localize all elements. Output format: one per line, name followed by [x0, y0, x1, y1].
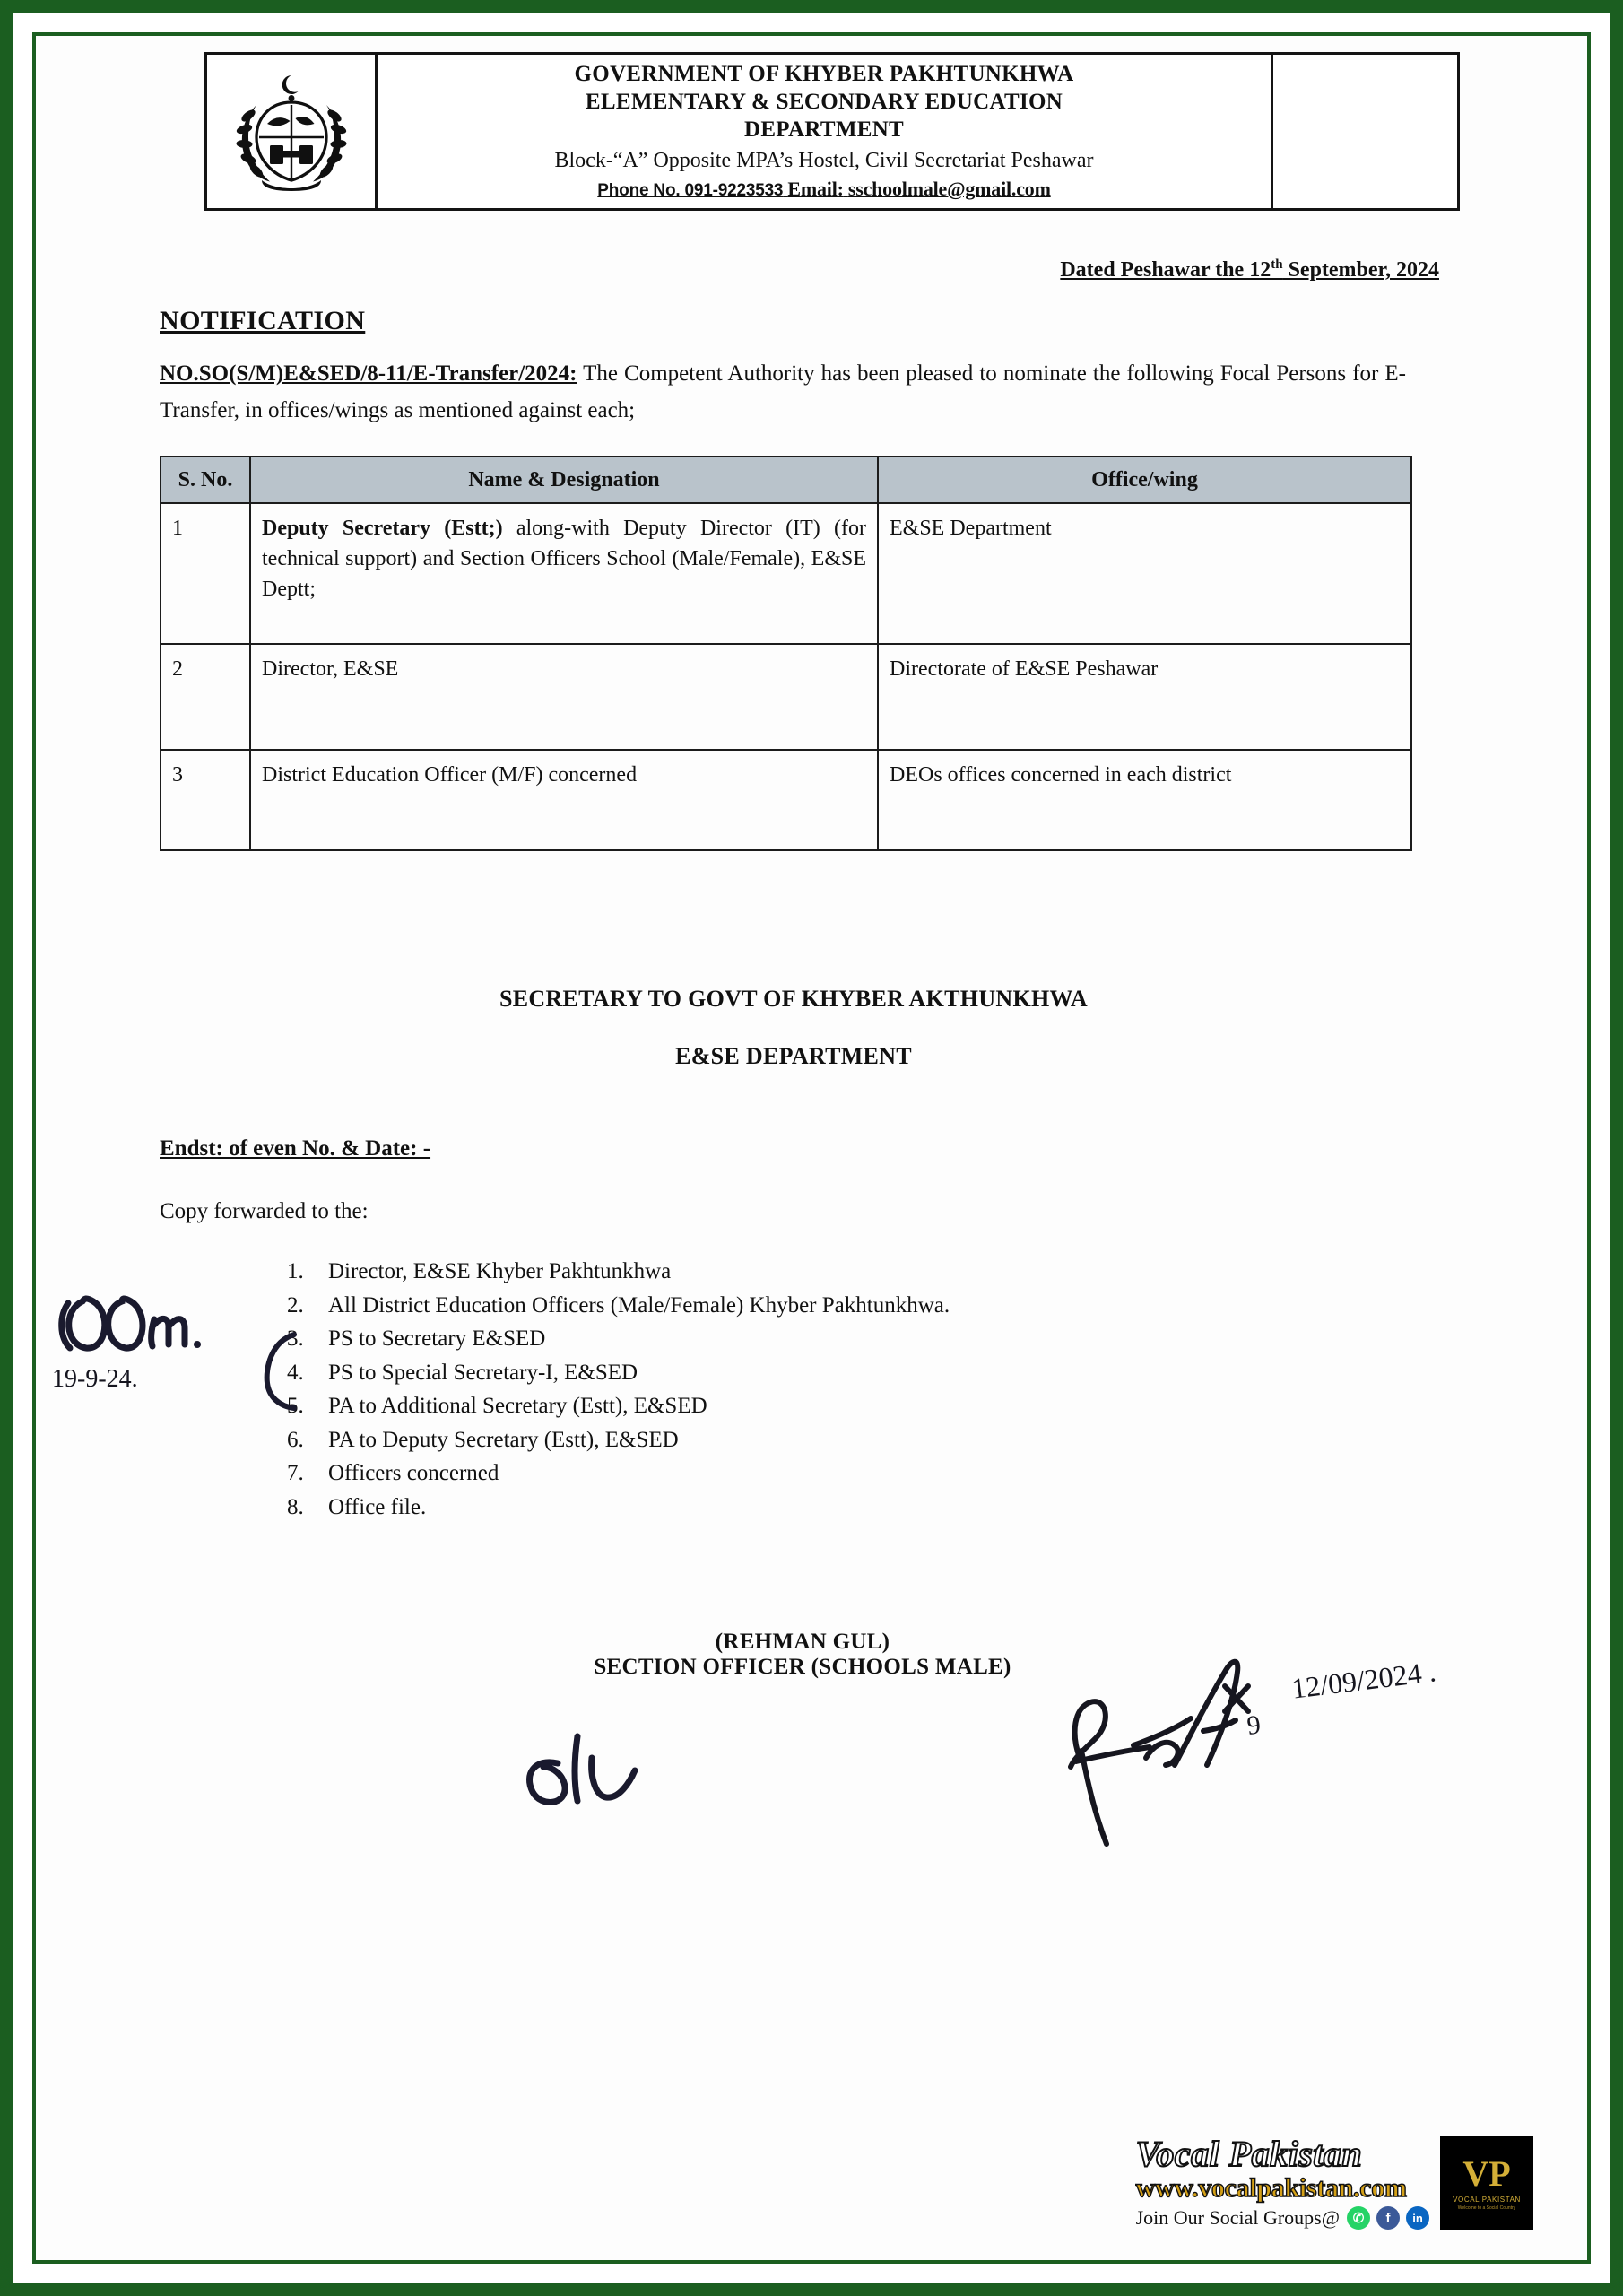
- watermark-text-group: [1136, 2135, 1435, 2231]
- list-item-number: 7.: [287, 1461, 304, 1486]
- list-item: [287, 1322, 1488, 1356]
- list-item-number: 1.: [287, 1259, 304, 1284]
- endorsement-heading: Endst: of even No. & Date: -: [160, 1136, 431, 1161]
- list-item-number: 2.: [287, 1292, 304, 1318]
- watermark-url[interactable]: www.vocalpakistan.com: [1135, 2172, 1407, 2203]
- list-item: [287, 1423, 1488, 1457]
- list-item-number: 8.: [287, 1494, 304, 1519]
- letterhead-blank-cell: [1271, 55, 1457, 208]
- column-header-office-wing: Office/wing: [878, 457, 1411, 503]
- email-label: Email:: [787, 178, 844, 201]
- cell-name-designation: [250, 503, 878, 644]
- footer-watermark: [1136, 2135, 1533, 2231]
- notification-paragraph: [160, 356, 1406, 429]
- cell-serial: 1: [161, 503, 250, 644]
- watermark-join-row: [1136, 2206, 1429, 2230]
- focal-persons-table: [160, 456, 1412, 851]
- social-icons-group: [1347, 2206, 1429, 2230]
- cell-office-wing: E&SE Department: [878, 503, 1411, 644]
- linkedin-icon[interactable]: in: [1406, 2206, 1429, 2230]
- list-item-label: Officers concerned: [328, 1461, 499, 1486]
- crest-cell: [207, 55, 378, 208]
- list-item-label: PS to Special Secretary-I, E&SED: [328, 1360, 638, 1385]
- pakistan-state-emblem-icon: [224, 65, 359, 199]
- list-item-label: PA to Additional Secretary (Estt), E&SED: [328, 1394, 707, 1419]
- date-line: [152, 257, 1439, 283]
- email-address: sschoolmale@gmail.com: [847, 178, 1051, 201]
- department-title-line: ELEMENTARY & SECONDARY EDUCATION: [585, 90, 1063, 114]
- list-item: [287, 1389, 1488, 1423]
- column-header-serial: S. No.: [161, 457, 250, 503]
- list-item: [287, 1491, 1488, 1525]
- secretary-signature-block: [152, 986, 1435, 1070]
- svg-text:9: 9: [1245, 1709, 1263, 1741]
- officer-name: (REHMAN GUL): [715, 1630, 890, 1655]
- secretary-title: SECRETARY TO GOVT OF KHYBER AKTHUNKHWA: [499, 986, 1089, 1013]
- letterhead-text: [378, 55, 1271, 208]
- list-item-label: All District Education Officers (Male/Female) Khyber Pakhtunkhwa.: [328, 1292, 950, 1318]
- department-word: DEPARTMENT: [743, 117, 905, 142]
- list-item-number: 5.: [287, 1394, 304, 1419]
- list-item-label: Director, E&SE Khyber Pakhtunkhwa: [328, 1259, 672, 1284]
- list-item: [287, 1356, 1488, 1390]
- letterhead-address: Block-“A” Opposite MPA’s Hostel, Civil Secretariat Peshawar: [554, 149, 1094, 172]
- list-item: [287, 1255, 1488, 1289]
- date-prefix: Dated Peshawar the 12: [1060, 258, 1271, 283]
- handwritten-bracket-icon: [258, 1329, 305, 1412]
- cell-serial: 3: [161, 750, 250, 850]
- watermark-join-label: Join Our Social Groups@: [1135, 2206, 1340, 2229]
- cell-name-rest: along-with Deputy Director (IT) (for technical support) and Section Officers School (Male/Female), E&SE Deptt;: [262, 517, 866, 602]
- cell-name-designation: District Education Officer (M/F) concerned: [250, 750, 878, 850]
- cell-serial: 2: [161, 644, 250, 750]
- list-item-label: PS to Secretary E&SED: [328, 1326, 546, 1352]
- logo-monogram: VP: [1462, 2152, 1511, 2194]
- secretary-department: E&SE DEPARTMENT: [675, 1043, 912, 1070]
- table-row: [161, 644, 1411, 750]
- cell-name-designation: Director, E&SE: [250, 644, 878, 750]
- list-item-label: PA to Deputy Secretary (Estt), E&SED: [328, 1427, 679, 1452]
- cell-name-bold: Deputy Secretary (Estt;): [262, 517, 503, 541]
- scanned-document-sheet: [36, 36, 1587, 2260]
- page-title: NOTIFICATION: [160, 306, 366, 336]
- reference-number: NO.SO(S/M)E&SED/8-11/E-Transfer/2024:: [160, 361, 577, 387]
- vocal-pakistan-logo: [1440, 2136, 1533, 2230]
- column-header-name-designation: Name & Designation: [250, 457, 878, 503]
- govt-title-line: GOVERNMENT OF KHYBER PAKHTUNKHWA: [574, 62, 1074, 86]
- list-item: [287, 1457, 1488, 1491]
- notification-body-text: The Competent Authority has been pleased to nominate the following Focal Persons for E-Transfer, in offices/wings as mentioned against each;: [160, 361, 1406, 422]
- list-item-number: 3.: [287, 1326, 304, 1352]
- officer-role: SECTION OFFICER (SCHOOLS MALE): [594, 1655, 1011, 1680]
- letterhead: [204, 52, 1460, 211]
- handwritten-ok-mark-icon: [511, 1718, 673, 1817]
- phone-number: Phone No. 091-9223533: [597, 181, 784, 201]
- watermark-brand: Vocal Pakistan: [1135, 2133, 1363, 2174]
- table-row: [161, 750, 1411, 850]
- table-header-row: [161, 457, 1411, 503]
- logo-subcaption: Welcome to a Social Country: [1457, 2205, 1516, 2211]
- cell-office-wing: Directorate of E&SE Peshawar: [878, 644, 1411, 750]
- list-item: [287, 1289, 1488, 1323]
- handwritten-initial-icon: [56, 1287, 208, 1363]
- letterhead-contact: [386, 178, 1262, 201]
- date-ordinal: th: [1271, 257, 1283, 273]
- logo-caption: VOCAL PAKISTAN: [1453, 2195, 1521, 2204]
- list-item-number: 6.: [287, 1427, 304, 1452]
- list-item-label: Office file.: [328, 1494, 427, 1519]
- date-suffix: September, 2024: [1282, 258, 1439, 283]
- handwritten-left-date: 19-9-24.: [52, 1365, 138, 1393]
- copy-forwarded-label: Copy forwarded to the:: [160, 1199, 369, 1224]
- document-body: [152, 52, 1488, 1680]
- table-row: [161, 503, 1411, 644]
- handwritten-signature-date: 12/09/2024 .: [1289, 1655, 1438, 1705]
- whatsapp-icon[interactable]: ✆: [1347, 2206, 1370, 2230]
- distribution-list: [287, 1255, 1488, 1524]
- cell-office-wing: DEOs offices concerned in each district: [878, 750, 1411, 850]
- facebook-icon[interactable]: f: [1376, 2206, 1400, 2230]
- list-item-number: 4.: [287, 1360, 304, 1385]
